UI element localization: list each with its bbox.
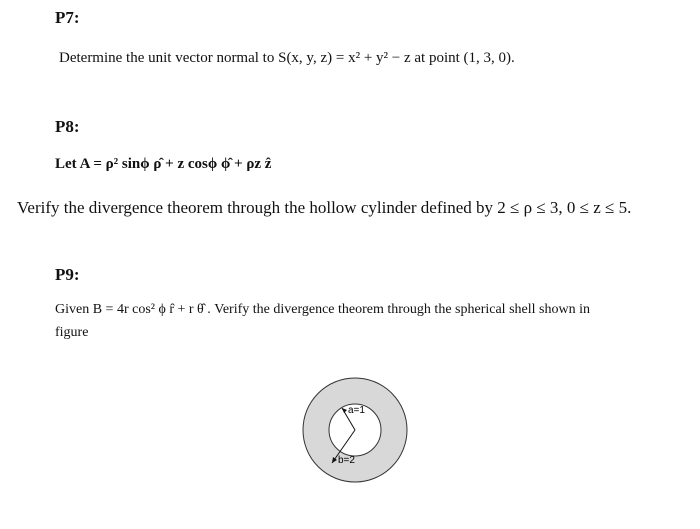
inner-radius-label: a=1 bbox=[348, 405, 365, 416]
p9-heading: P9: bbox=[55, 265, 80, 284]
outer-radius-label: b=2 bbox=[338, 455, 355, 466]
p8-verify-text: Verify the divergence theorem through the hollow cylinder defined by 2 ≤ ρ ≤ 3, 0 ≤ z ≤ 5. bbox=[17, 198, 632, 217]
p8-vector-field: Let A = ρ² sinϕ ρ̂ + z cosϕ ϕ̂ + ρz ẑ bbox=[55, 156, 272, 172]
spherical-shell-figure bbox=[300, 375, 410, 485]
p8-heading: P8: bbox=[55, 117, 80, 136]
p9-given-text: Given B = 4r cos² ϕ r̂ + r θ̂ . Verify the divergence theorem through the spherical shell shown in bbox=[55, 302, 590, 317]
p9-given-continued: figure bbox=[55, 325, 89, 340]
p7-text: Determine the unit vector normal to S(x, y, z) = x² + y² − z at point (1, 3, 0). bbox=[59, 50, 515, 66]
p7-heading: P7: bbox=[55, 8, 80, 27]
